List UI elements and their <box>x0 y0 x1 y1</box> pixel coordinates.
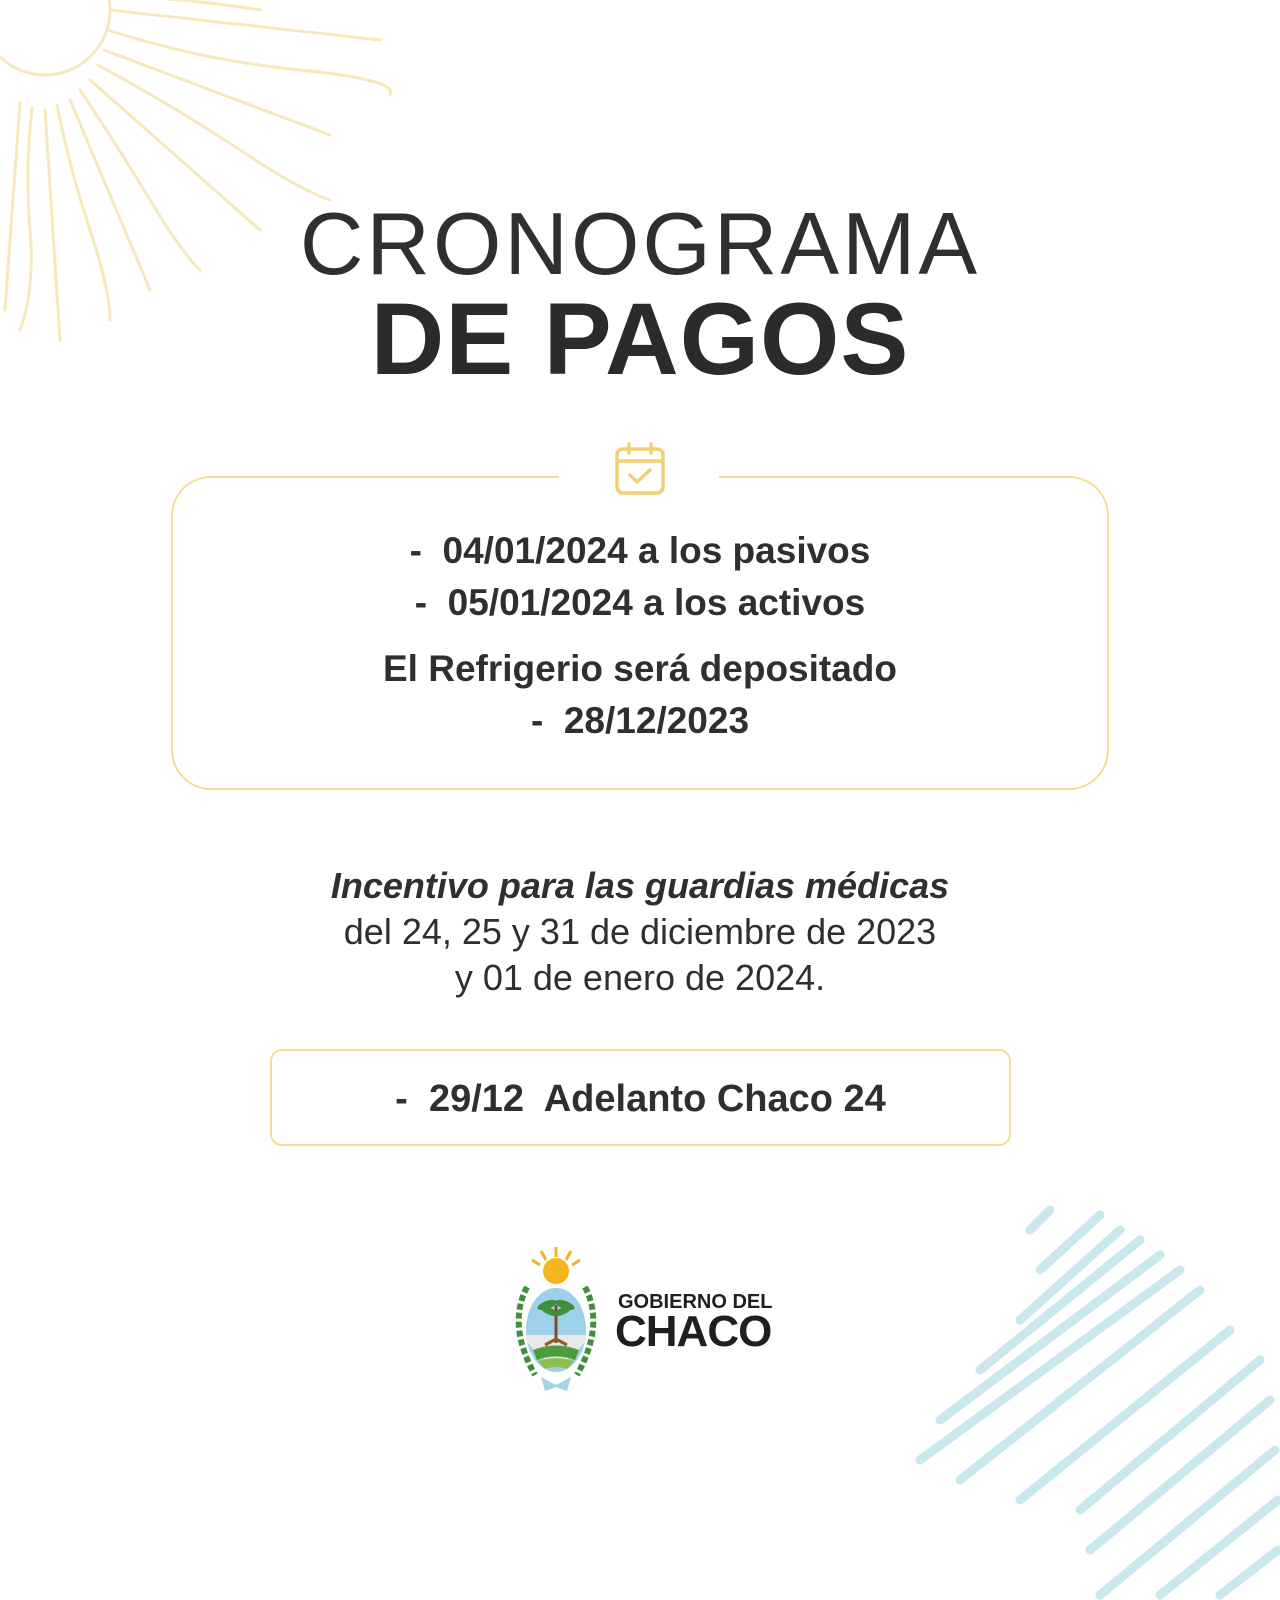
stripes-decoration <box>900 1200 1280 1600</box>
refrigerio-date: - 28/12/2023 <box>530 700 750 741</box>
schedule-item-activos: - 05/01/2024 a los activos <box>414 582 866 623</box>
calendar-check-icon <box>614 441 666 497</box>
logo-chaco: CHACO <box>615 1307 772 1356</box>
logo-gobierno-del: GOBIERNO DEL <box>618 1291 773 1313</box>
schedule-item-pasivos: - 04/01/2024 a los pasivos <box>409 530 871 571</box>
page-title-line2: DE PAGOS <box>370 282 910 396</box>
medical-incentive-line2: y 01 de enero de 2024. <box>454 957 826 998</box>
page-title-line1: CRONOGRAMA <box>299 194 981 293</box>
advance-text: - 29/12 Adelanto Chaco 24 <box>395 1078 886 1120</box>
chaco-coat-of-arms-icon <box>505 1245 607 1395</box>
schedule-box <box>171 476 1109 790</box>
medical-incentive-line1: del 24, 25 y 31 de diciembre de 2023 <box>343 911 937 952</box>
medical-incentive-title: Incentivo para las guardias médicas <box>330 865 950 906</box>
refrigerio-label: El Refrigerio será depositado <box>382 648 898 689</box>
